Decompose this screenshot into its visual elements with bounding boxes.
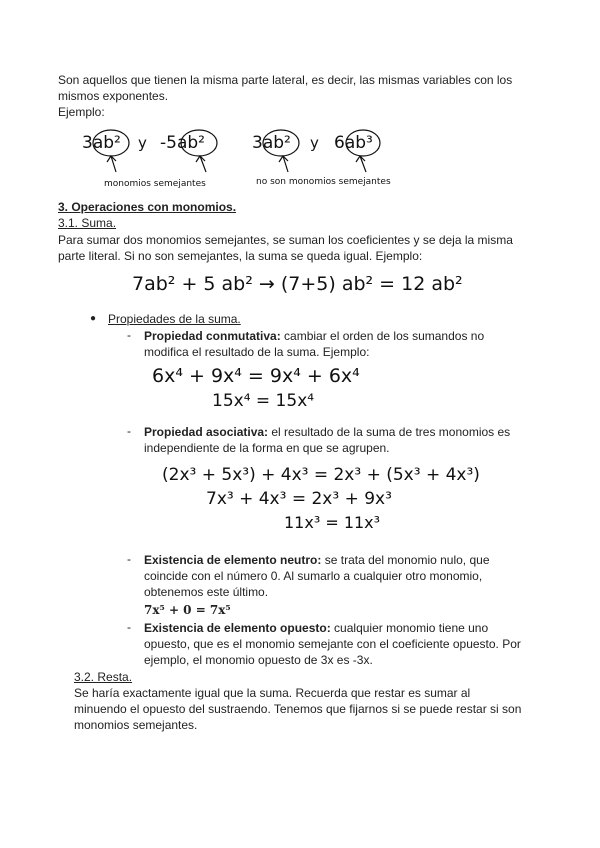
neutro-label: Existencia de elemento neutro:: [144, 553, 322, 567]
nonsimilar-monomials-drawing: [250, 126, 420, 196]
nonsimilar-separator: y: [310, 134, 319, 152]
ejemplo-label: Ejemplo:: [58, 105, 105, 119]
asociativa-text-1: el resultado de la suma de tres monomios es: [268, 425, 511, 439]
conmutativa-line-2: modifica el resultado de la suma. Ejemplo:: [144, 345, 370, 359]
opuesto-label: Existencia de elemento opuesto:: [144, 621, 331, 635]
nonsimilar-term-1: 3ab²: [252, 133, 291, 153]
asociativa-hw-3: 11x³ = 11x³: [284, 513, 381, 532]
opuesto-line-3: ejemplo, el monomio opuesto de 3x es -3x.: [144, 653, 373, 667]
resta-line-3: monomios semejantes.: [74, 718, 198, 732]
arrow-up-icon: [279, 156, 288, 172]
arrow-up-icon: [356, 156, 366, 172]
opuesto-line-2: opuesto, que es el monomio semejante con el coeficiente opuesto. Por: [144, 637, 521, 651]
dash-icon: -: [127, 328, 131, 342]
intro-line-2: mismos exponentes.: [58, 89, 169, 103]
conmutativa-label: Propiedad conmutativa:: [144, 329, 281, 343]
resta-line-2: minuendo el opuesto del sustraendo. Tenemos que fijarnos si se puede restar si son: [74, 702, 522, 716]
dash-icon: -: [127, 620, 131, 634]
nonsimilar-term-2: 6ab³: [334, 133, 373, 153]
dash-icon: -: [127, 552, 131, 566]
conmutativa-hw-1: 6x⁴ + 9x⁴ = 9x⁴ + 6x⁴: [152, 365, 360, 387]
intro-line-1: Son aquellos que tienen la misma parte lateral, es decir, las mismas variables con los: [58, 73, 513, 87]
sum-example-drawing: [130, 268, 500, 300]
similar-monomials-drawing: [80, 126, 250, 196]
asociativa-line-2: independiente de la forma en que se agrupen.: [144, 441, 390, 455]
properties-heading: Propiedades de la suma.: [108, 312, 241, 326]
conmutativa-example-drawing: [150, 362, 400, 412]
neutro-line-3: obtenemos este último.: [144, 585, 269, 599]
neutro-line-2: coincide con el número 0. Al sumarlo a cualquier otro monomio,: [144, 569, 483, 583]
sum-example: 7ab² + 5 ab² → (7+5) ab² = 12 ab²: [132, 273, 463, 295]
similar-term-2: -5ab²: [160, 133, 205, 153]
asociativa-hw-1: (2x³ + 5x³) + 4x³ = 2x³ + (5x³ + 4x³): [162, 465, 480, 485]
neutro-text-1: se trata del monomio nulo, que: [321, 553, 490, 567]
resta-line-1: Se haría exactamente igual que la suma. Recuerda que restar es sumar al: [74, 686, 471, 700]
asociativa-hw-2: 7x³ + 4x³ = 2x³ + 9x³: [206, 489, 392, 509]
similar-separator: y: [138, 134, 147, 152]
nonsimilar-caption: no son monomios semejantes: [256, 177, 391, 187]
similar-caption: monomios semejantes: [104, 179, 206, 189]
conmutativa-text-1: cambiar el orden de los sumandos no: [280, 329, 485, 343]
section-3-1-title: 3.1. Suma.: [58, 216, 117, 230]
section-3-title: 3. Operaciones con monomios.: [58, 200, 237, 214]
asociativa-line-1: [144, 424, 528, 440]
neutro-formula: 7x⁵ + 0 = 7x⁵: [144, 603, 231, 617]
dash-icon: -: [127, 424, 131, 438]
opuesto-text-1: cualquier monomio tiene uno: [330, 621, 489, 635]
arrow-up-icon: [196, 156, 206, 172]
section-3-2-title: 3.2. Resta.: [74, 670, 133, 684]
opuesto-line-1: [144, 620, 528, 636]
bullet-icon: ●: [90, 313, 97, 324]
asociativa-example-drawing: [160, 458, 500, 536]
sum-paragraph-line-2: parte literal. Si no son semejantes, la suma se queda igual. Ejemplo:: [58, 249, 423, 263]
arrow-up-icon: [107, 156, 116, 172]
conmutativa-line-1: [144, 328, 528, 344]
conmutativa-hw-2: 15x⁴ = 15x⁴: [212, 391, 315, 411]
similar-term-1: 3ab²: [82, 133, 121, 153]
neutro-line-1: [144, 552, 528, 568]
sum-paragraph-line-1: Para sumar dos monomios semejantes, se suman los coeficientes y se deja la misma: [58, 233, 513, 247]
asociativa-label: Propiedad asociativa:: [144, 425, 269, 439]
